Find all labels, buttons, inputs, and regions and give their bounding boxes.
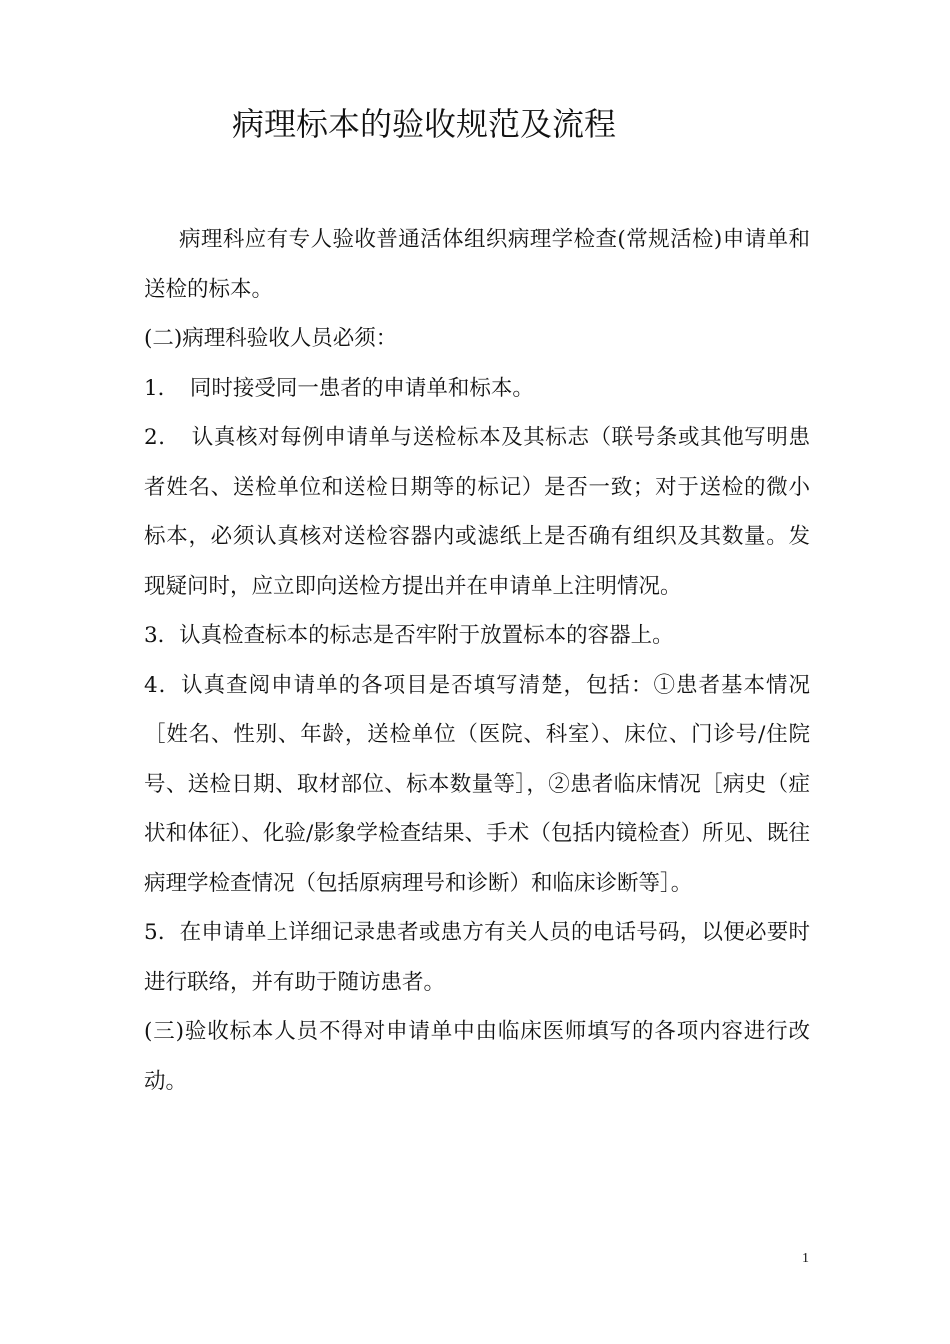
- document-title: 病理标本的验收规范及流程: [232, 105, 617, 143]
- paragraph-item-4: 4．认真查阅申请单的各项目是否填写清楚，包括：①患者基本情况［姓名、性别、年龄，送检单位（医院、科室）、床位、门诊号/住院号、送检日期、取材部位、标本数量等］，②患者临床情况［病史（症状和体征）、化验/影象学检查结果、手术（包括内镜检查）所见、既往病理学检查情况（包括原病理号和诊断）和临床诊断等］。: [144, 672, 810, 896]
- paragraph-intro: 病理科应有专人验收普通活体组织病理学检查(常规活检)申请单和送检的标本。: [144, 227, 810, 302]
- paragraph-item-2: 2． 认真核对每例申请单与送检标本及其标志（联号条或其他写明患者姓名、送检单位和送检日期等的标记）是否一致；对于送检的微小标本，必须认真核对送检容器内或滤纸上是否确有组织及其数量。发现疑问时，应立即向送检方提出并在申请单上注明情况。: [144, 425, 810, 599]
- paragraph-item-5: 5．在申请单上详细记录患者或患方有关人员的电话号码，以便必要时进行联络，并有助于随访患者。: [144, 920, 810, 995]
- paragraph-item-3: 3．认真检查标本的标志是否牢附于放置标本的容器上。: [144, 623, 674, 648]
- page-number: 1: [802, 1251, 809, 1266]
- paragraph-section-2-heading: (二)病理科验收人员必须：: [144, 326, 398, 351]
- paragraph-section-3: (三)验收标本人员不得对申请单中由临床医师填写的各项内容进行改动。: [144, 1019, 810, 1094]
- document-body: [144, 215, 810, 1106]
- paragraph-item-1: 1． 同时接受同一患者的申请单和标本。: [144, 375, 534, 401]
